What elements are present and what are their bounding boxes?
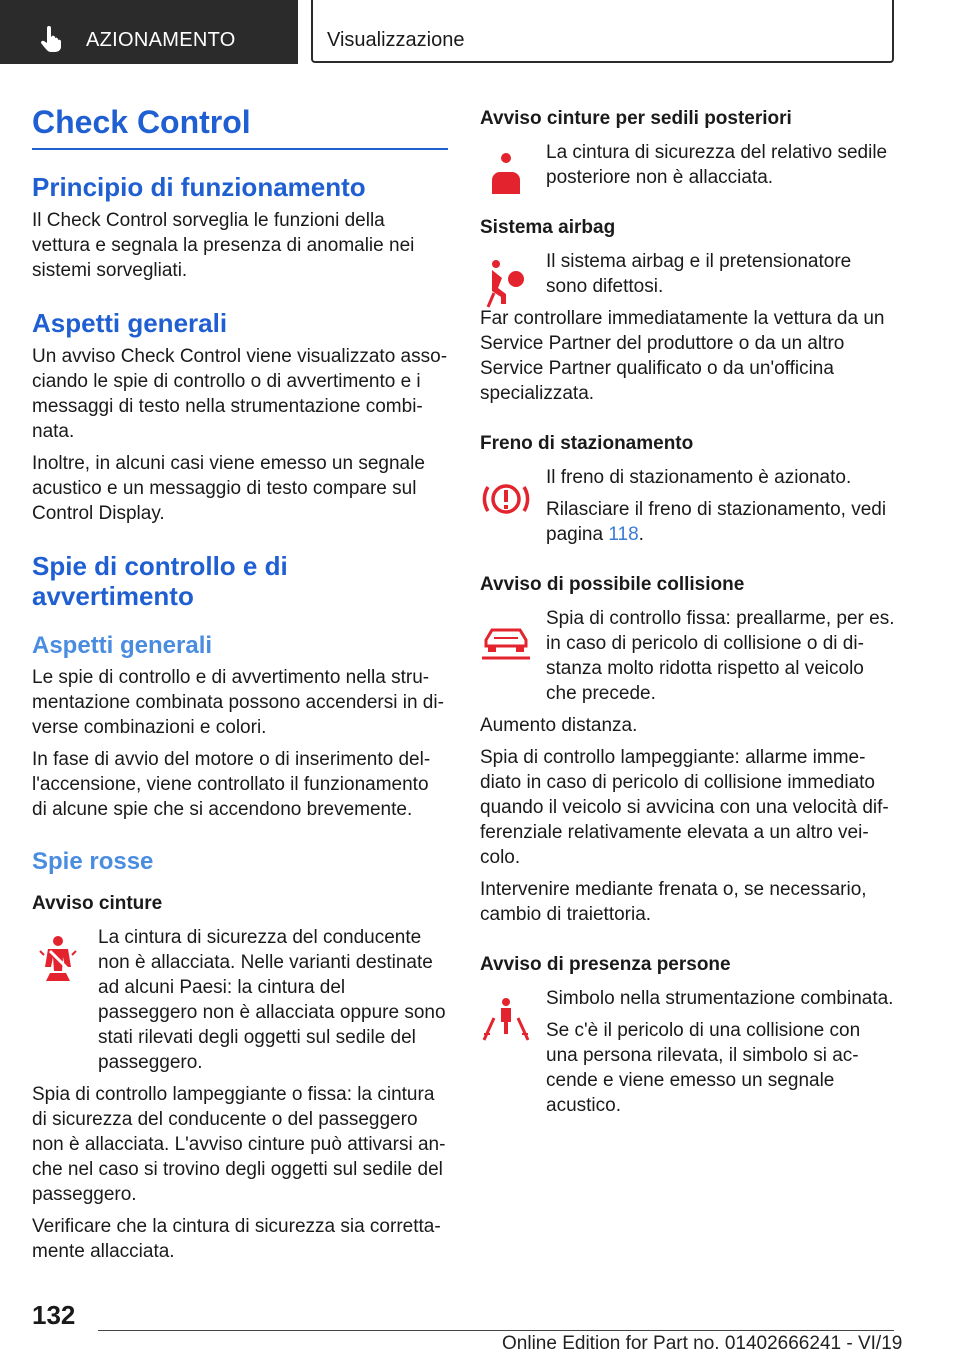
paragraph: Spia di controllo fissa: preallarme, per es. in caso di pericolo di collisione o di distanza molto ridotta rispetto al veicolo che precede. [546,608,895,704]
paragraph: La cintura di sicurezza del relativo sedile posteriore non è allacciata. [546,142,888,188]
left-column [32,100,448,1271]
item-title-collisione: Avviso di possibile collisione [480,574,745,595]
paragraph: Le spie di controllo e di avvertimento nella strumentazione combinata possono accendersi in diverse combinazioni e colori. [32,667,444,738]
item-title-posteriori: Avviso cinture per sedili posteriori [480,108,792,129]
warning-item-collisione [480,606,896,706]
item-title-avviso-cinture: Avviso cinture [32,893,163,914]
page-number: 132 [32,1300,76,1330]
heading-principio: Principio di funzionamento [32,172,366,202]
subsection-title: Visualizzazione [327,29,465,51]
paragraph: La cintura di sicurezza del conducente non è allacciata. Nelle varianti destinate ad alcuni Paesi: la cintura del passeggero non è allacciata oppure sono stati rilevati degli oggetti sul sedile del passeggero. [98,927,446,1073]
paragraph: Il Check Control sorveglia le funzioni della vettura e segnala la presenza di anomalie nei sistemi sorvegliati. [32,210,415,281]
paragraph: Intervenire mediante frenata o, se necessario, cambio di traiettoria. [480,879,867,925]
warning-item-posteriori [480,140,896,190]
heading-spie-controllo [32,551,448,611]
warning-item-cinture [32,925,448,1075]
heading-aspetti-generali: Aspetti generali [32,308,228,338]
paragraph: Se c'è il pericolo di una collisione con una persona rilevata, il simbolo si accende e viene emesso un segnale acustico. [546,1020,861,1116]
paragraph: Spia di controllo lampeggiante o fissa: la cintura di sicurezza del conducente o del passeggero non è allacciata. L'avviso cinture può attivarsi anche nel caso si trovino degli oggetti sul sedile del passeggero. [32,1084,446,1205]
heading-line: Spie di controllo e di [32,551,288,581]
airbag-warning-icon [480,257,532,309]
footer-rule [98,1330,894,1331]
subheading-aspetti-generali: Aspetti generali [32,632,213,659]
parking-brake-icon [480,473,532,525]
paragraph: Verificare che la cintura di sicurezza sia correttamente allacciata. [32,1216,441,1262]
text-span: . [638,524,644,545]
paragraph: Spia di controllo lampeggiante: allarme immediato in caso di pericolo di collisione immediato quando il veicolo si avvicina con una velocità differenziale relativamente elevata a un altro veicolo. [480,747,889,868]
section-title: AZIONAMENTO [86,29,236,51]
subheading-spie-rosse: Spie rosse [32,848,154,875]
paragraph: Aumento distanza. [480,715,638,736]
warning-item-freno [480,465,896,547]
section-tab[interactable] [0,0,298,64]
hand-pointer-icon [40,26,62,52]
item-title-persone: Avviso di presenza persone [480,954,731,975]
pedestrian-warning-icon [480,994,532,1046]
subsection-tab[interactable] [311,0,894,63]
paragraph: Il sistema airbag e il pretensionatore sono difettosi. [546,251,852,297]
title-rule [32,148,448,150]
paragraph [546,497,896,547]
paragraph: Il freno di stazionamento è azionato. [546,467,852,488]
paragraph: Simbolo nella strumentazione combinata. [546,988,894,1009]
item-title-freno: Freno di stazionamento [480,433,694,454]
collision-warning-icon [480,614,532,666]
item-title-airbag: Sistema airbag [480,217,616,238]
rear-seatbelt-icon [480,148,532,200]
paragraph: In fase di avvio del motore o di inserimento dell'accensione, viene controllato il funzionamento di alcune spie che si accendono brevemente. [32,749,431,820]
right-column [480,106,896,1125]
paragraph: Far controllare immediatamente la vettura da un Service Partner del produttore o da un altro Service Partner qualificato o da un'officina specializzata. [480,308,885,404]
text-span: Rilasciare il freno di stazionamento, vedi pagina [546,499,887,545]
heading-line: avvertimento [32,581,194,611]
seatbelt-warning-icon [32,933,84,985]
page-link[interactable]: 118 [608,524,639,545]
paragraph: Un avviso Check Control viene visualizzato associando le spie di controllo o di avvertimento e i messaggi di testo nella strumentazione combinata. [32,346,448,442]
edition-note: Online Edition for Part no. 01402666241 - VI/19 [502,1333,903,1354]
warning-item-airbag [480,249,896,406]
warning-item-persone [480,986,896,1118]
paragraph: Inoltre, in alcuni casi viene emesso un segnale acustico e un messaggio di testo compare sul Control Display. [32,453,425,524]
page-title: Check Control [32,104,251,140]
